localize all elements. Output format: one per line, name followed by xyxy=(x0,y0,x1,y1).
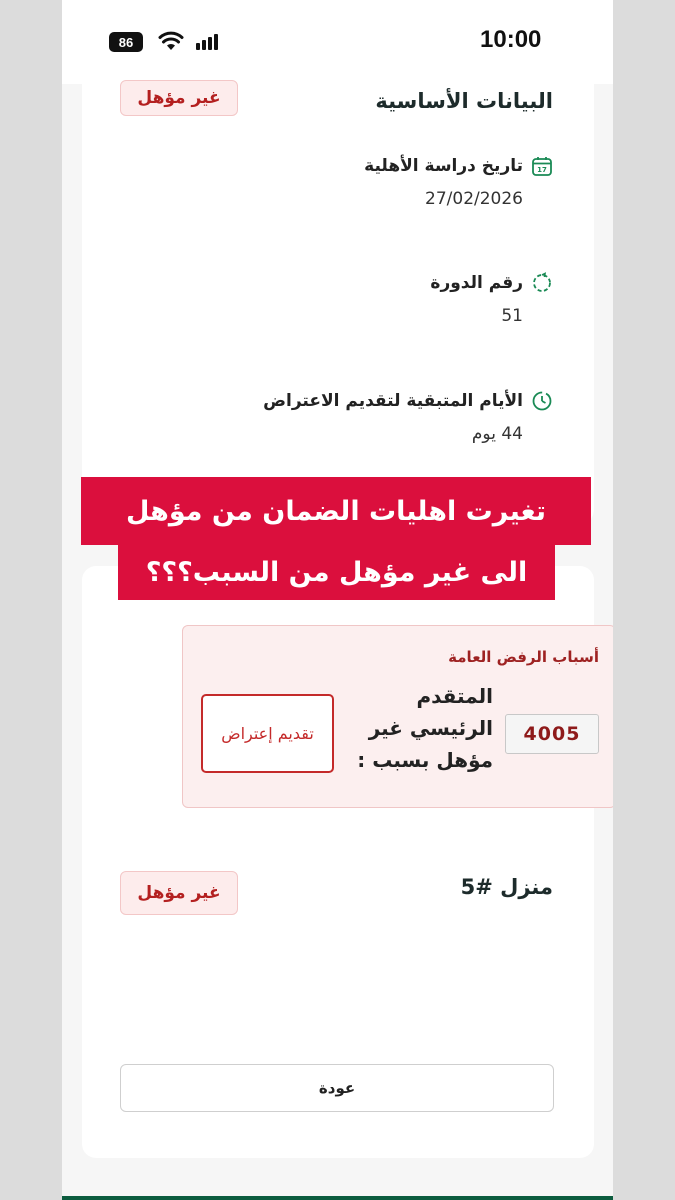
phone-screen xyxy=(62,0,613,1200)
signal-icon xyxy=(196,34,220,50)
status-bar xyxy=(62,0,613,84)
eligibility-date-field xyxy=(364,155,553,209)
clock-icon xyxy=(531,390,553,412)
back-button[interactable]: عودة xyxy=(120,1064,554,1112)
remaining-days-value: 44 يوم xyxy=(471,424,523,444)
submit-appeal-button[interactable]: تقديم إعتراض xyxy=(201,694,334,773)
battery-icon: 86 xyxy=(109,32,143,52)
basic-info-title: البيانات الأساسية xyxy=(375,89,553,113)
caption-line-2: الى غير مؤهل من السبب؟؟؟ xyxy=(118,545,555,600)
svg-text:17: 17 xyxy=(537,166,547,174)
cycle-number-field xyxy=(430,272,553,326)
wifi-icon xyxy=(158,30,184,52)
clock-time: 10:00 xyxy=(480,26,542,53)
eligibility-status-badge: غير مؤهل xyxy=(120,80,238,116)
rejection-reasons-box xyxy=(182,625,613,808)
rejection-reasons-title: أسباب الرفض العامة xyxy=(448,648,599,666)
caption-line-1: تغيرت اهليات الضمان من مؤهل xyxy=(81,477,591,545)
cycle-icon xyxy=(531,272,553,294)
remaining-days-field xyxy=(263,390,553,444)
remaining-days-label: الأيام المتبقية لتقديم الاعتراض xyxy=(263,391,523,411)
rejection-reason-text: المتقدم الرئيسي غير مؤهل بسبب : xyxy=(357,684,493,772)
eligibility-date-label: تاريخ دراسة الأهلية xyxy=(364,156,523,176)
house-title: منزل #5 xyxy=(460,875,553,899)
eligibility-date-value: 27/02/2026 xyxy=(425,189,523,209)
bottom-divider xyxy=(62,1196,613,1200)
calendar-icon xyxy=(531,155,553,177)
rejection-code: 4005 xyxy=(505,714,599,754)
house-status-badge: غير مؤهل xyxy=(120,871,238,915)
cycle-number-label: رقم الدورة xyxy=(430,273,523,293)
cycle-number-value: 51 xyxy=(501,306,523,326)
